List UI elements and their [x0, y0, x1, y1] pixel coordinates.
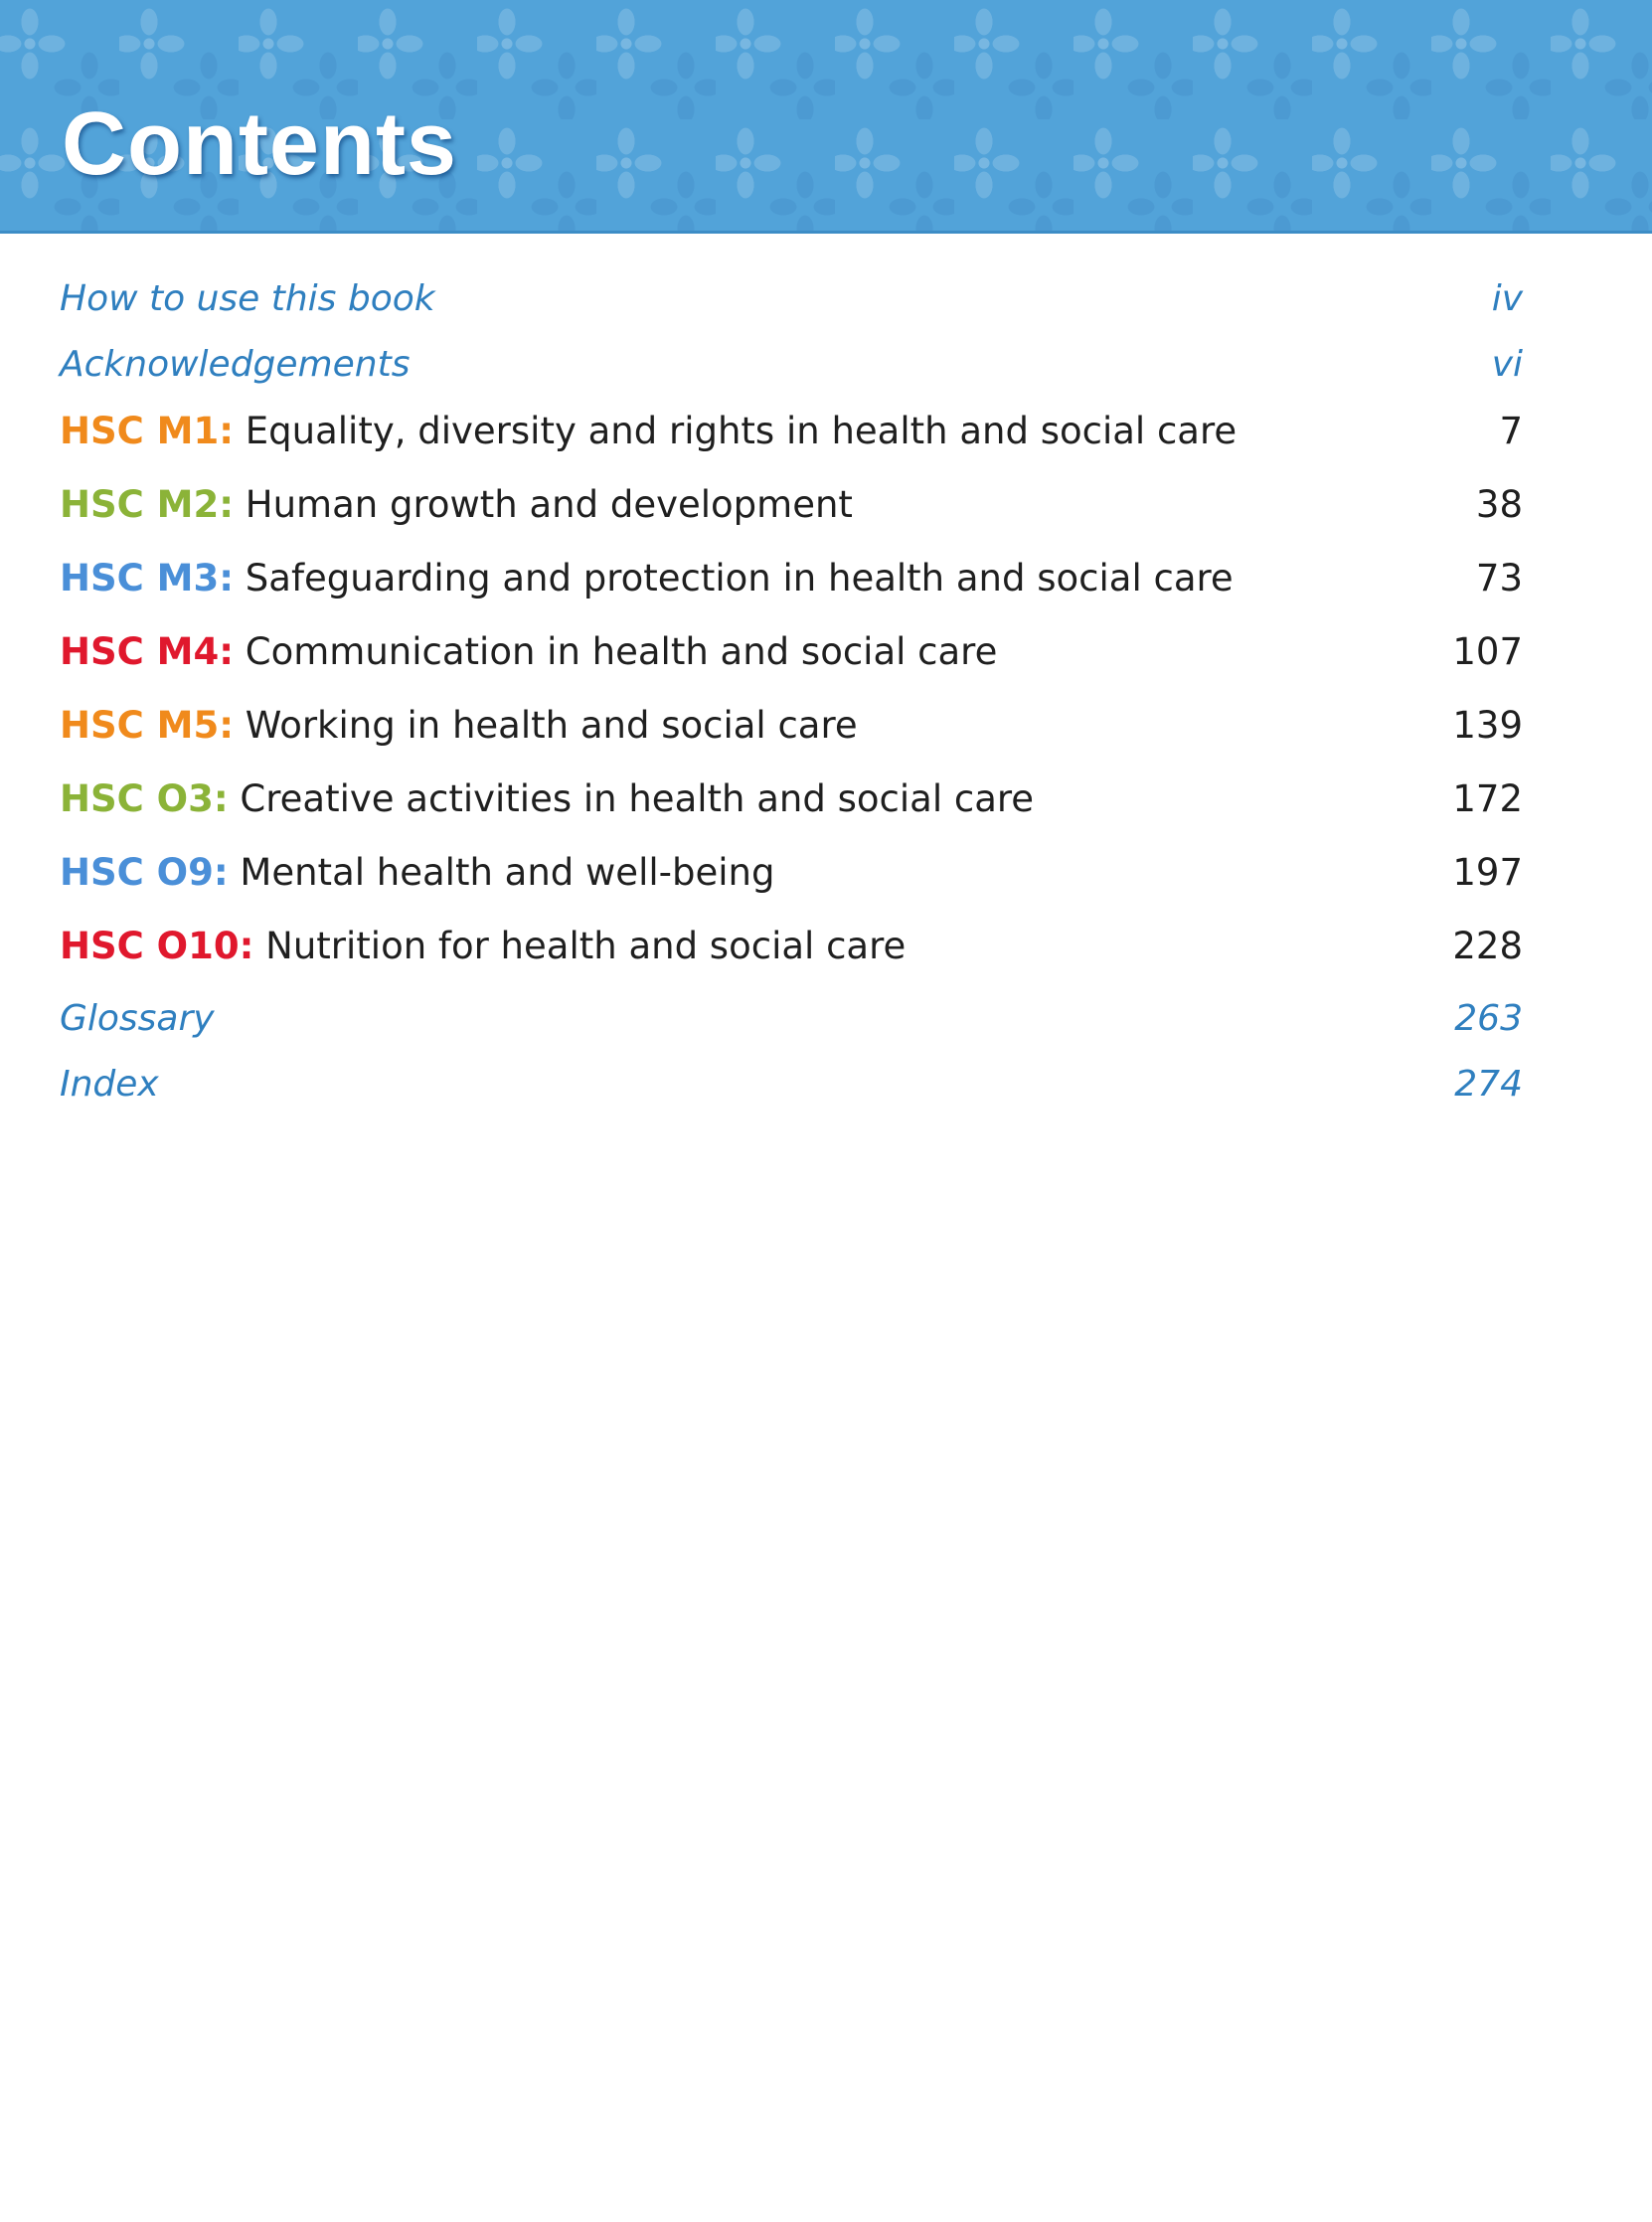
toc-entry-label: Acknowledgements: [60, 344, 411, 385]
unit-code: HSC O3:: [60, 777, 229, 820]
page-title: Contents: [62, 94, 457, 194]
toc-entry-index[interactable]: [60, 1064, 1523, 1129]
unit-code: HSC M5:: [60, 704, 235, 747]
unit-title: Safeguarding and protection in health and social care: [245, 557, 1234, 599]
toc-entry-acknowledgements[interactable]: [60, 344, 1523, 410]
toc-entry-label: Glossary: [60, 998, 215, 1039]
toc-page-number: 274: [1454, 1064, 1523, 1105]
unit-code: HSC M4:: [60, 630, 235, 673]
toc-entry-unit-o9[interactable]: [60, 851, 1523, 925]
unit-code: HSC M3:: [60, 557, 235, 599]
unit-title: Communication in health and social care: [245, 630, 998, 673]
unit-code: HSC O9:: [60, 851, 229, 894]
toc-page-number: vi: [1491, 344, 1523, 385]
unit-title: Equality, diversity and rights in health and social care: [245, 410, 1238, 452]
toc-entry-unit-o10[interactable]: [60, 925, 1523, 998]
toc-entry-unit-m4[interactable]: [60, 630, 1523, 704]
unit-title: Human growth and development: [245, 483, 853, 526]
toc-entry-unit-m2[interactable]: [60, 483, 1523, 557]
toc-page-number: 38: [1475, 483, 1523, 526]
toc-entry-label: Index: [60, 1064, 159, 1105]
toc-entry-label: How to use this book: [60, 278, 435, 319]
toc-entry-how-to-use[interactable]: [60, 278, 1523, 344]
toc-page-number: 263: [1454, 998, 1523, 1039]
unit-code: HSC O10:: [60, 925, 254, 967]
toc-page-number: 107: [1452, 630, 1523, 673]
toc-page-number: 7: [1499, 410, 1523, 452]
unit-code: HSC M1:: [60, 410, 235, 452]
unit-title: Mental health and well-being: [240, 851, 775, 894]
unit-code: HSC M2:: [60, 483, 235, 526]
toc-page-number: 172: [1452, 777, 1523, 820]
toc-page-number: 197: [1452, 851, 1523, 894]
toc-page-number: iv: [1491, 278, 1523, 319]
toc-page-number: 139: [1452, 704, 1523, 747]
toc-entry-glossary[interactable]: [60, 998, 1523, 1064]
toc-entry-unit-o3[interactable]: [60, 777, 1523, 851]
unit-title: Creative activities in health and social care: [240, 777, 1035, 820]
contents-header-banner: [0, 0, 1652, 234]
toc-entry-unit-m5[interactable]: [60, 704, 1523, 777]
table-of-contents: [60, 278, 1523, 1129]
unit-title: Working in health and social care: [245, 704, 858, 747]
toc-entry-unit-m1[interactable]: [60, 410, 1523, 483]
unit-title: Nutrition for health and social care: [265, 925, 907, 967]
toc-entry-unit-m3[interactable]: [60, 557, 1523, 630]
toc-page-number: 228: [1452, 925, 1523, 967]
toc-page-number: 73: [1475, 557, 1523, 599]
